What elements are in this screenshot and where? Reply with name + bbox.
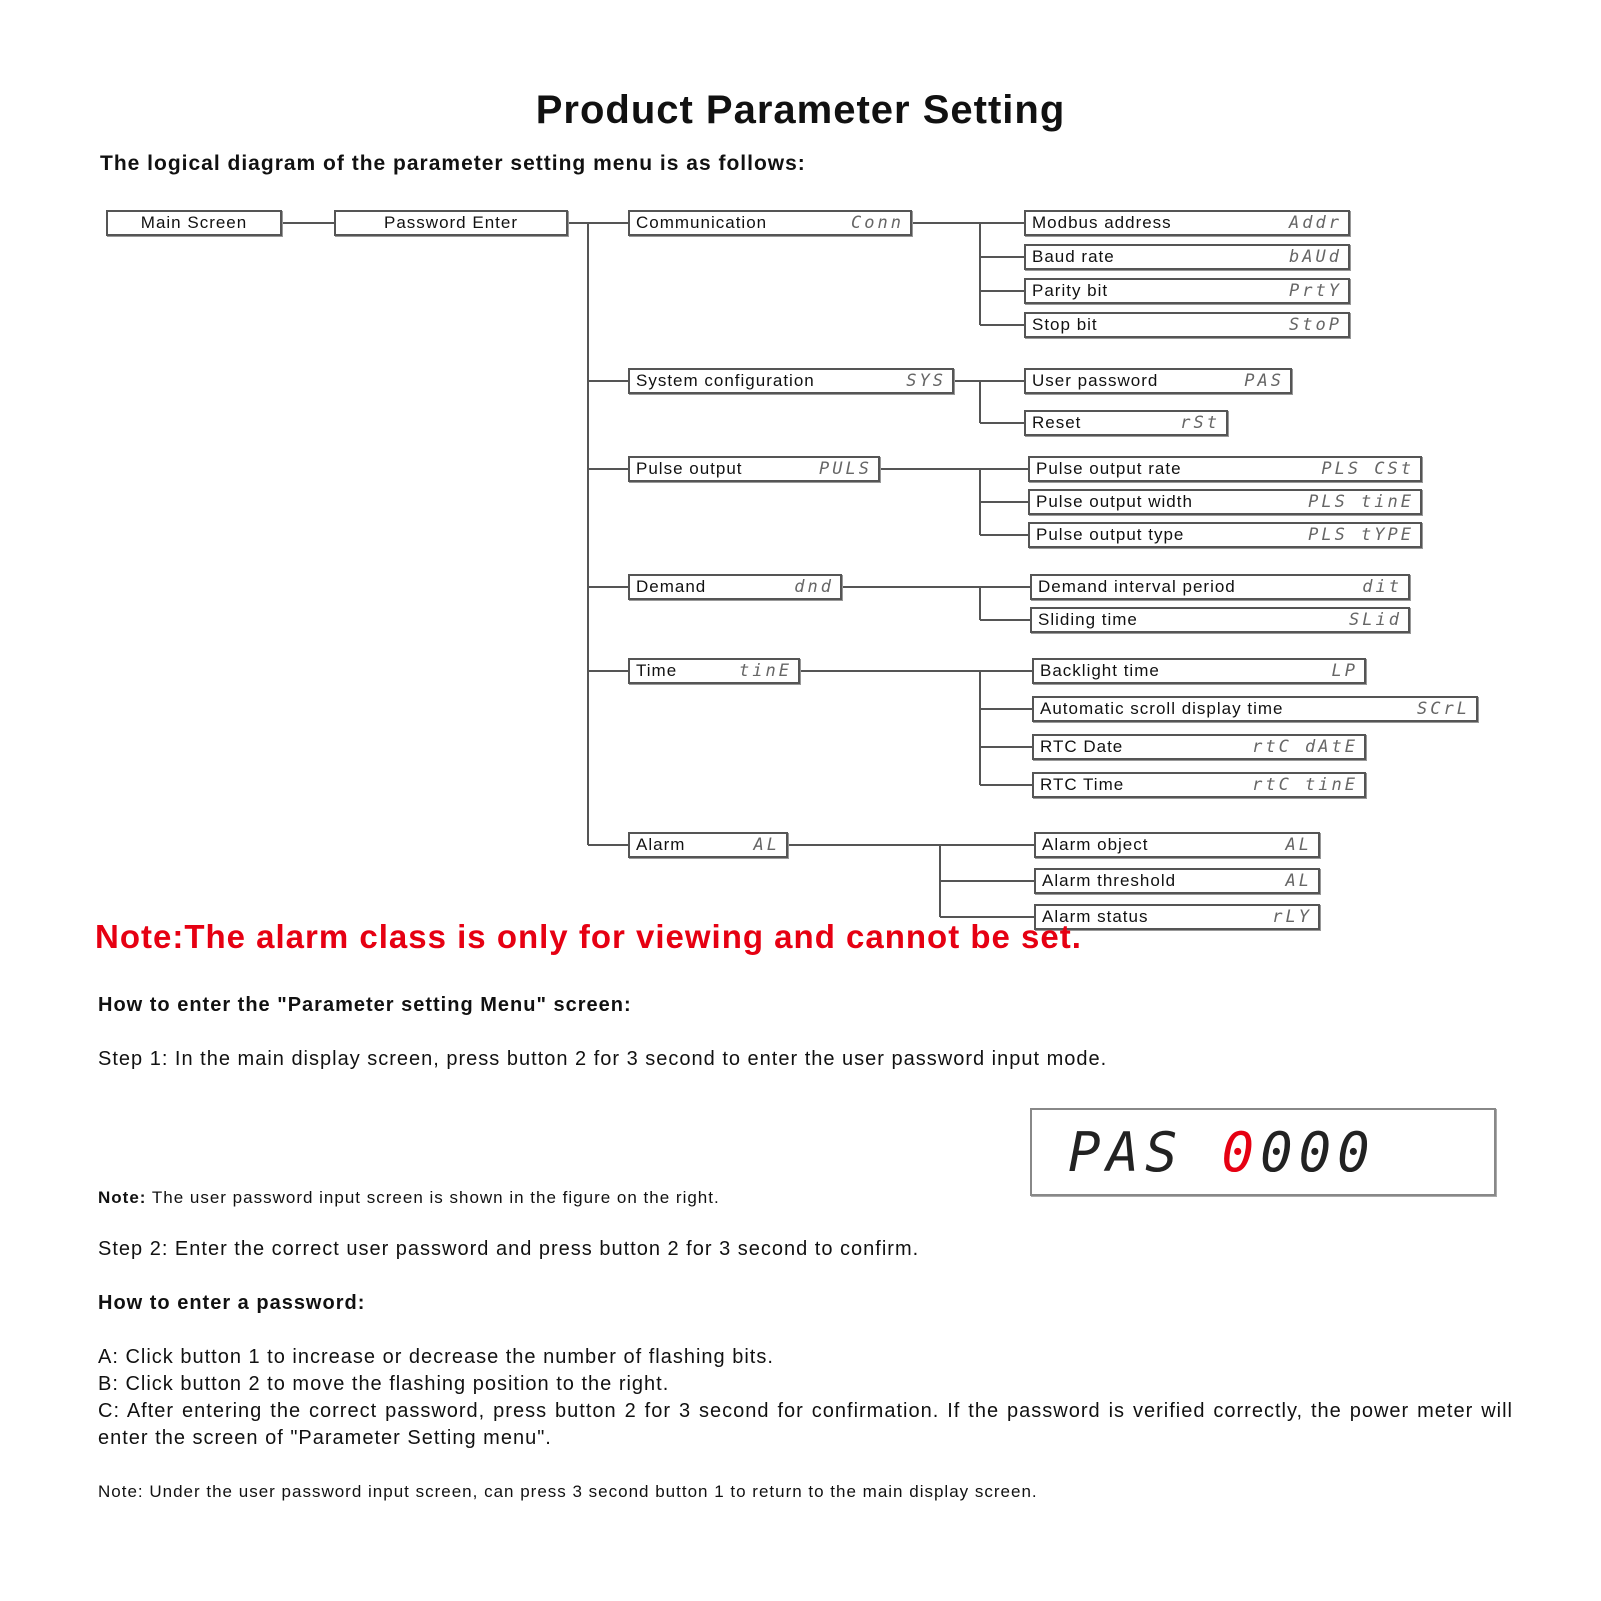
item-rtc-time — [1032, 772, 1366, 798]
item-label: Baud rate — [1032, 247, 1115, 266]
item-backlight-time — [1032, 658, 1366, 684]
note-label: Note: — [98, 1188, 147, 1207]
item-code: PLS tYPE — [1308, 525, 1414, 545]
item-label: Pulse output rate — [1036, 459, 1182, 478]
item-label: Pulse output type — [1036, 525, 1185, 544]
item-code: dit — [1362, 577, 1402, 597]
lcd-label: PAS — [1068, 1120, 1184, 1184]
item-label: RTC Date — [1040, 737, 1124, 756]
item-demand-interval-period — [1030, 574, 1410, 600]
category-label: Time — [636, 661, 678, 680]
alarm-note: Note:The alarm class is only for viewing and cannot be set. — [95, 918, 1082, 955]
item-code: PAS — [1244, 371, 1284, 391]
note-text: The user password input screen is shown in the figure on the right. — [146, 1188, 720, 1207]
category-label: Demand — [636, 577, 707, 596]
category-code: tinE — [739, 661, 792, 681]
category-pulse-output — [628, 456, 880, 482]
item-label: Sliding time — [1038, 610, 1138, 629]
password-lcd-display — [1030, 1108, 1496, 1196]
password-enter-box — [334, 210, 568, 236]
item-code: PrtY — [1289, 281, 1342, 301]
item-modbus-address — [1024, 210, 1350, 236]
item-label: Reset — [1032, 413, 1082, 432]
category-time — [628, 658, 800, 684]
item-user-password — [1024, 368, 1292, 394]
category-code: PULS — [819, 459, 872, 479]
category-system-configuration — [628, 368, 954, 394]
item-code: LP — [1331, 661, 1358, 681]
category-label: Communication — [636, 213, 768, 232]
item-code: bAUd — [1289, 247, 1342, 267]
item-code: AL — [1285, 871, 1312, 891]
item-pulse-output-width — [1028, 489, 1422, 515]
password-screen-note — [98, 1184, 720, 1211]
item-label: Demand interval period — [1038, 577, 1236, 596]
item-alarm-object — [1034, 832, 1320, 858]
item-baud-rate — [1024, 244, 1350, 270]
item-code: rtC tinE — [1252, 775, 1358, 795]
item-code: AL — [1285, 835, 1312, 855]
item-label: RTC Time — [1040, 775, 1125, 794]
step-b: B: Click button 2 to move the flashing position to the right. — [98, 1373, 670, 1395]
step-1: Step 1: In the main display screen, press button 2 for 3 second to enter the user password input mode. — [98, 1048, 1108, 1070]
item-code: StoP — [1289, 315, 1342, 335]
item-stop-bit — [1024, 312, 1350, 338]
item-code: rLY — [1272, 907, 1312, 927]
item-label: Automatic scroll display time — [1040, 699, 1284, 718]
item-automatic-scroll-display-time — [1032, 696, 1478, 722]
item-label: Modbus address — [1032, 213, 1172, 232]
category-demand — [628, 574, 842, 600]
step-c: C: After entering the correct password, press button 2 for 3 second for confirmation. If the password is verified correctly, the power meter will enter the screen of "Parameter Setting menu". — [98, 1400, 1513, 1449]
item-code: rSt — [1180, 413, 1220, 433]
item-label: Alarm threshold — [1042, 871, 1177, 890]
main-screen-box — [106, 210, 282, 236]
item-alarm-threshold — [1034, 868, 1320, 894]
category-code: dnd — [794, 577, 834, 597]
item-label: Stop bit — [1032, 315, 1098, 334]
item-label: Alarm object — [1042, 835, 1149, 854]
category-communication — [628, 210, 912, 236]
item-label: Alarm status — [1042, 907, 1149, 926]
item-code: SCrL — [1417, 699, 1470, 719]
category-label: System configuration — [636, 371, 815, 390]
step-a: A: Click button 1 to increase or decrease the number of flashing bits. — [98, 1346, 774, 1368]
how-to-password-heading: How to enter a password: — [98, 1292, 366, 1314]
step-2: Step 2: Enter the correct user password and press button 2 for 3 second to confirm. — [98, 1238, 920, 1260]
item-rtc-date — [1032, 734, 1366, 760]
category-code: SYS — [906, 371, 946, 391]
item-label: Parity bit — [1032, 281, 1109, 300]
item-pulse-output-rate — [1028, 456, 1422, 482]
item-reset — [1024, 410, 1228, 436]
diagram-intro: The logical diagram of the parameter setting menu is as follows: — [100, 152, 806, 175]
category-label: Alarm — [636, 835, 686, 854]
item-parity-bit — [1024, 278, 1350, 304]
item-code: Addr — [1289, 213, 1342, 233]
lcd-digits: 000 — [1260, 1120, 1376, 1184]
page-title: Product Parameter Setting — [535, 88, 1066, 132]
lcd-flashing-digit: 0 — [1221, 1120, 1261, 1184]
category-code: AL — [753, 835, 780, 855]
item-pulse-output-type — [1028, 522, 1422, 548]
item-code: rtC dAtE — [1252, 737, 1358, 757]
item-label: Pulse output width — [1036, 492, 1193, 511]
item-label: User password — [1032, 371, 1159, 390]
item-code: PLS CSt — [1321, 459, 1414, 479]
category-alarm — [628, 832, 788, 858]
item-label: Backlight time — [1040, 661, 1160, 680]
item-sliding-time — [1030, 607, 1410, 633]
category-code: Conn — [851, 213, 904, 233]
how-to-enter-heading: How to enter the "Parameter setting Menu" screen: — [98, 994, 632, 1016]
category-label: Pulse output — [636, 459, 743, 478]
bottom-note: Note: Under the user password input screen, can press 3 second button 1 to return to the main display screen. — [98, 1482, 1038, 1501]
item-code: SLid — [1349, 610, 1402, 630]
main-screen-label: Main Screen — [140, 213, 248, 232]
password-enter-label: Password Enter — [384, 213, 518, 232]
item-code: PLS tinE — [1308, 492, 1414, 512]
